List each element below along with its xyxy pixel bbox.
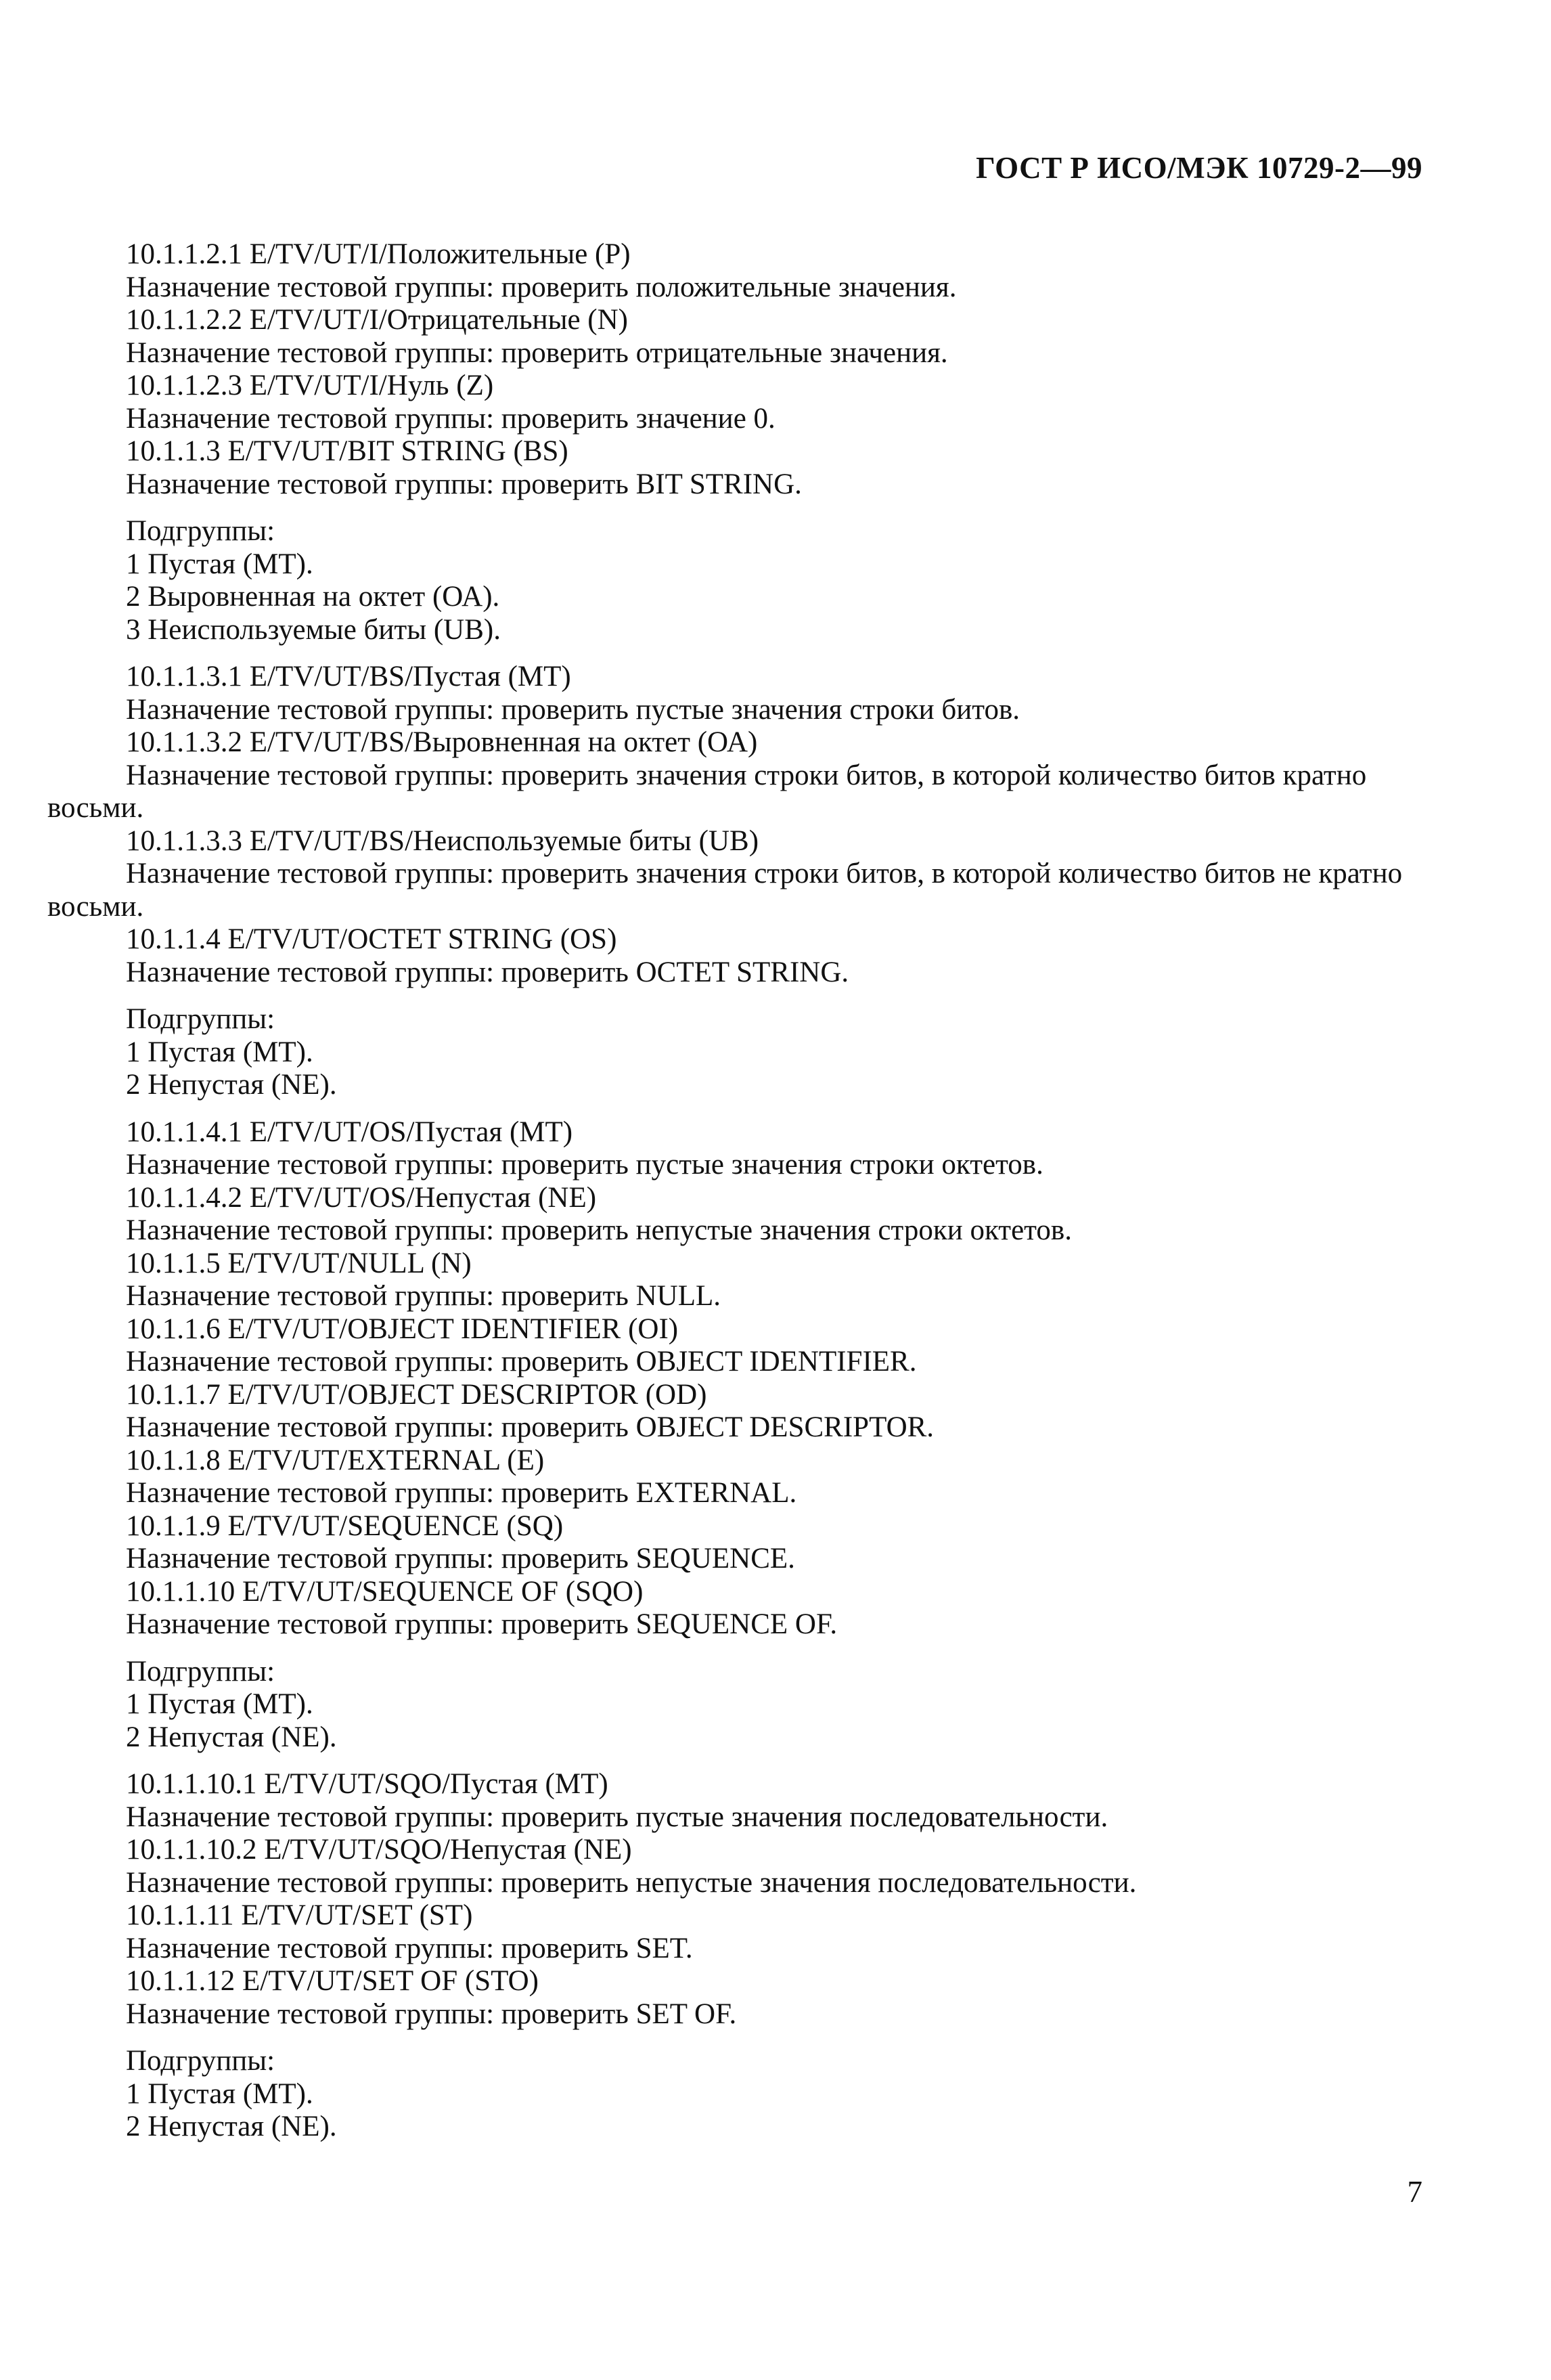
text-line: 10.1.1.3.2 E/TV/UT/BS/Выровненная на октет (ОА) [126,726,758,758]
text-line: Назначение тестовой группы: проверить отрицательные значения. [126,336,948,369]
text-line: Назначение тестовой группы: проверить SET. [126,1932,693,1964]
text-line: 2 Выровненная на октет (ОА). [126,581,500,613]
page-number: 7 [1407,2175,1422,2209]
text-line: Назначение тестовой группы: проверить SET OF. [126,1998,737,2030]
text-line: 10.1.1.10 E/TV/UT/SEQUENCE OF (SQO) [126,1575,644,1608]
text-line: 10.1.1.11 E/TV/UT/SET (ST) [126,1899,473,1931]
text-line: 10.1.1.2.1 E/TV/UT/I/Положительные (Р) [126,238,631,270]
document-header: ГОСТ Р ИСО/МЭК 10729-2—99 [976,151,1422,185]
text-line: 10.1.1.4.1 E/TV/UT/OS/Пустая (МТ) [126,1116,573,1148]
text-line: 10.1.1.7 E/TV/UT/OBJECT DESCRIPTOR (OD) [126,1378,707,1411]
text-line: Назначение тестовой группы: проверить положительные значения. [126,271,957,303]
text-line: Назначение тестовой группы: проверить пустые значения строки битов. [126,693,1020,726]
text-line: Назначение тестовой группы: проверить NULL. [126,1280,721,1312]
text-line: Подгруппы: [126,1003,275,1035]
text-line: Подгруппы: [126,1655,275,1688]
text-line: Назначение тестовой группы: проверить значение 0. [126,402,776,435]
text-line: 10.1.1.5 E/TV/UT/NULL (N) [126,1247,472,1279]
document-body [47,238,1436,2144]
text-line: 10.1.1.2.2 E/TV/UT/I/Отрицательные (N) [126,304,629,336]
text-line: 10.1.1.4 E/TV/UT/OCTET STRING (OS) [126,923,617,955]
text-line: Назначение тестовой группы: проверить OCTET STRING. [126,956,849,988]
text-line: 1 Пустая (МТ). [126,1036,313,1068]
text-line: 10.1.1.3 E/TV/UT/BIT STRING (BS) [126,435,568,467]
text-line: Назначение тестовой группы: проверить OBJECT DESCRIPTOR. [126,1411,935,1443]
text-line: 1 Пустая (МТ). [126,2077,313,2110]
text-line: 10.1.1.4.2 E/TV/UT/OS/Непустая (NE) [126,1181,597,1214]
text-line: Назначение тестовой группы: проверить значения строки битов, в которой количество битов не кратно восьми. [47,858,1403,923]
text-line: Назначение тестовой группы: проверить пустые значения строки октетов. [126,1149,1043,1181]
text-line: Назначение тестовой группы: проверить значения строки битов, в которой количество битов кратно восьми. [47,759,1367,824]
text-line: Назначение тестовой группы: проверить SEQUENCE. [126,1543,795,1574]
text-line: 2 Непустая (NE). [126,2111,337,2142]
text-line: 10.1.1.8 E/TV/UT/EXTERNAL (E) [126,1444,545,1476]
text-line: 10.1.1.12 E/TV/UT/SET OF (STO) [126,1965,539,1997]
text-line: 10.1.1.2.3 E/TV/UT/I/Нуль (Z) [126,370,494,401]
text-line: Назначение тестовой группы: проверить непустые значения последовательности. [126,1866,1137,1899]
text-line: 2 Непустая (NE). [126,1069,337,1101]
text-line: 10.1.1.9 E/TV/UT/SEQUENCE (SQ) [126,1509,564,1542]
text-line: Назначение тестовой группы: проверить BIT STRING. [126,468,802,500]
text-line: 10.1.1.10.1 E/TV/UT/SQO/Пустая (МТ) [126,1768,608,1800]
text-line: 2 Непустая (NE). [126,1721,337,1753]
text-line: Подгруппы: [126,515,275,547]
text-line: Назначение тестовой группы: проверить SEQUENCE OF. [126,1608,838,1640]
text-line: 1 Пустая (МТ). [126,548,313,580]
text-line: 10.1.1.6 E/TV/UT/OBJECT IDENTIFIER (OI) [126,1313,679,1345]
text-line: Подгруппы: [126,2045,275,2077]
text-line: 10.1.1.3.1 E/TV/UT/BS/Пустая (МТ) [126,661,571,692]
text-line: 10.1.1.3.3 E/TV/UT/BS/Неиспользуемые биты (UB) [126,824,759,857]
text-line: Назначение тестовой группы: проверить EXTERNAL. [126,1477,797,1509]
text-line: Назначение тестовой группы: проверить непустые значения строки октетов. [126,1214,1072,1246]
text-line: 10.1.1.10.2 E/TV/UT/SQO/Непустая (NE) [126,1834,632,1866]
text-line: Назначение тестовой группы: проверить OBJECT IDENTIFIER. [126,1346,917,1378]
text-line: 3 Неиспользуемые биты (UB). [126,613,501,646]
text-line: Назначение тестовой группы: проверить пустые значения последовательности. [126,1801,1108,1833]
text-line: 1 Пустая (МТ). [126,1688,313,1720]
